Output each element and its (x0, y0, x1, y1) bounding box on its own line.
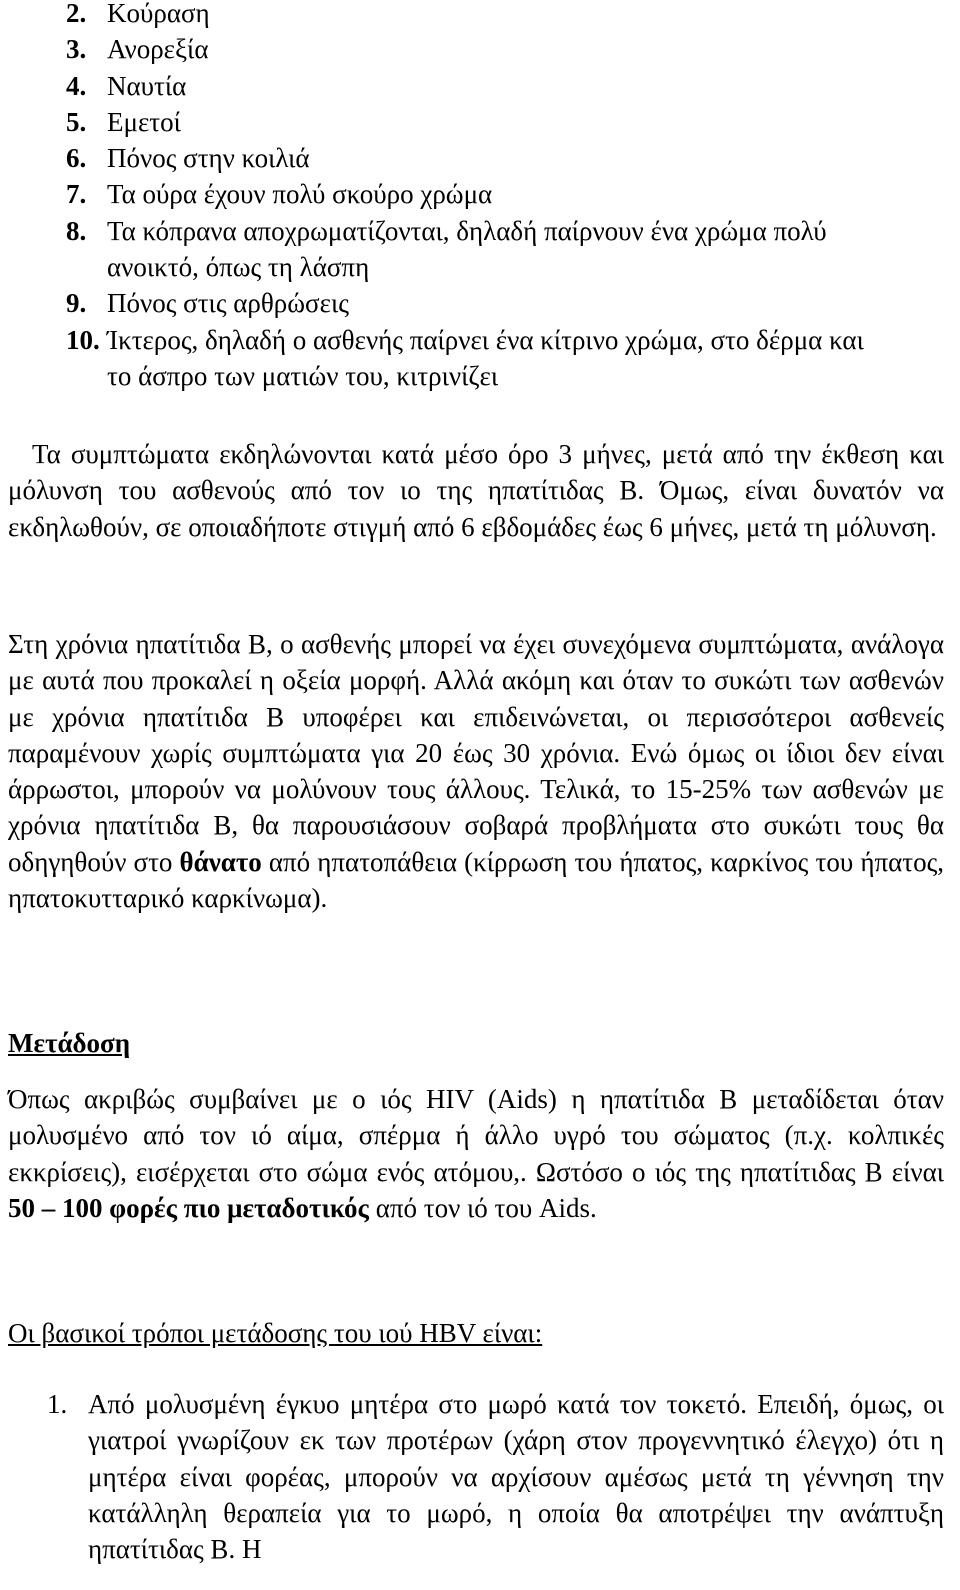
list-item (0, 68, 867, 104)
list-item (0, 213, 867, 286)
symptoms-list (0, 0, 960, 394)
list-item-text: Πόνος στις αρθρώσεις (107, 288, 349, 319)
list-item (0, 104, 867, 140)
list-item (0, 1386, 944, 1567)
emphasis-text: θάνατο (179, 846, 262, 877)
list-item-text: Ναυτία (107, 70, 187, 101)
paragraph-text: Όπως ακριβώς συμβαίνει με ο ιός HIV (Aids) η ηπατίτιδα Β μεταδίδεται όταν μολυσμένο από τον ιό αίμα, σπέρμα ή άλλο υγρό του σώματος (π.χ. κολπικές εκκρίσεις), εισέρχεται στο σώμα ενός ατόμου,. Ωστόσο ο ιός της ηπατίτιδας Β είναι (8, 1084, 944, 1187)
list-item-number: 4. (66, 70, 87, 101)
list-item-text: Τα κόπρανα αποχρωματίζονται, δηλαδή παίρνουν ένα χρώμα πολύ ανοικτό, όπως τη λάσπη (107, 215, 827, 283)
list-item-text: Κούραση (107, 0, 210, 28)
list-item-text: Εμετοί (107, 106, 181, 137)
routes-list (0, 1386, 960, 1567)
list-item-text: Τα ούρα έχουν πολύ σκούρο χρώμα (107, 179, 493, 210)
list-item (0, 285, 867, 321)
list-item-number: 2. (66, 0, 87, 28)
routes-heading: Οι βασικοί τρόποι μετάδοσης του ιού HBV είναι: (8, 1318, 543, 1348)
list-item-text: Από μολυσμένη έγκυο μητέρα στο μωρό κατά τον τοκετό. Επειδή, όμως, οι γιατροί γνωρίζουν εκ των προτέρων (χάρη στον προγεννητικό έλεγχο) ότι η μητέρα είναι φορέας, μπορούν να αρχίσουν αμέσως μετά τη γέννηση την κατάλληλη θεραπεία για το μωρό, η οποία θα αποτρέψει την ανάπτυξη ηπατίτιδας Β. Η (88, 1389, 944, 1565)
paragraph-text: από τον ιό του Aids. (368, 1192, 597, 1223)
list-item-text: Πόνος στην κοιλιά (107, 143, 310, 174)
list-item-number: 5. (66, 106, 87, 137)
list-item-number: 3. (66, 34, 87, 65)
paragraph-transmission (8, 1081, 944, 1226)
list-item (0, 176, 867, 212)
section-heading: Μετάδοση (8, 1028, 131, 1058)
list-item-number: 1. (47, 1389, 68, 1419)
paragraph-symptoms-onset: Τα συμπτώματα εκδηλώνονται κατά μέσο όρο 3 μήνες, μετά από την έκθεση και μόλυνση του ασθενούς από τον ιο της ηπατίτιδας Β. Όμως, είναι δυνατόν να εκδηλωθούν, σε οποιαδήποτε στιγμή από 6 εβδομάδες έως 6 μήνες, μετά τη μόλυνση. (8, 439, 944, 542)
paragraph-chronic-hepatitis (8, 626, 944, 916)
paragraph-text: από ηπατοπάθεια (κίρρωση του ήπατος, καρκίνος του ήπατος, ηπατοκυτταρικό καρκίνωμα). (8, 846, 945, 914)
list-item (0, 322, 867, 395)
list-item-text: Ανορεξία (107, 34, 209, 65)
emphasis-text: 50 – 100 φορές πιο μεταδοτικός (8, 1192, 369, 1223)
list-item-number: 9. (66, 288, 87, 319)
list-item-text: Ίκτερος, δηλαδή ο ασθενής παίρνει ένα κίτρινο χρώμα, στο δέρμα και το άσπρο των ματιών του, κιτρινίζει (107, 324, 864, 391)
list-item (0, 140, 867, 176)
list-item-number: 7. (66, 179, 87, 210)
list-item (0, 0, 867, 31)
list-item-number: 6. (66, 143, 87, 174)
list-item (0, 31, 867, 67)
list-item-number: 10. (66, 324, 100, 355)
list-item-number: 8. (66, 215, 87, 246)
paragraph-text: Στη χρόνια ηπατίτιδα Β, ο ασθενής μπορεί να έχει συνεχόμενα συμπτώματα, ανάλογα με αυτά που προκαλεί η οξεία μορφή. Αλλά ακόμη και όταν το συκώτι των ασθενών με χρόνια ηπατίτιδα Β υποφέρει και επιδεινώνεται, οι περισσότεροι ασθενείς παραμένουν χωρίς συμπτώματα για 20 έως 30 χρόνια. Ενώ όμως οι ίδιοι δεν είναι άρρωστοι, μπορούν να μολύνουν τους άλλους. Τελικά, το 15-25% των ασθενών με χρόνια ηπατίτιδα Β, θα παρουσιάσουν σοβαρά προβλήματα στο συκώτι τους θα οδηγηθούν στο (8, 629, 944, 877)
